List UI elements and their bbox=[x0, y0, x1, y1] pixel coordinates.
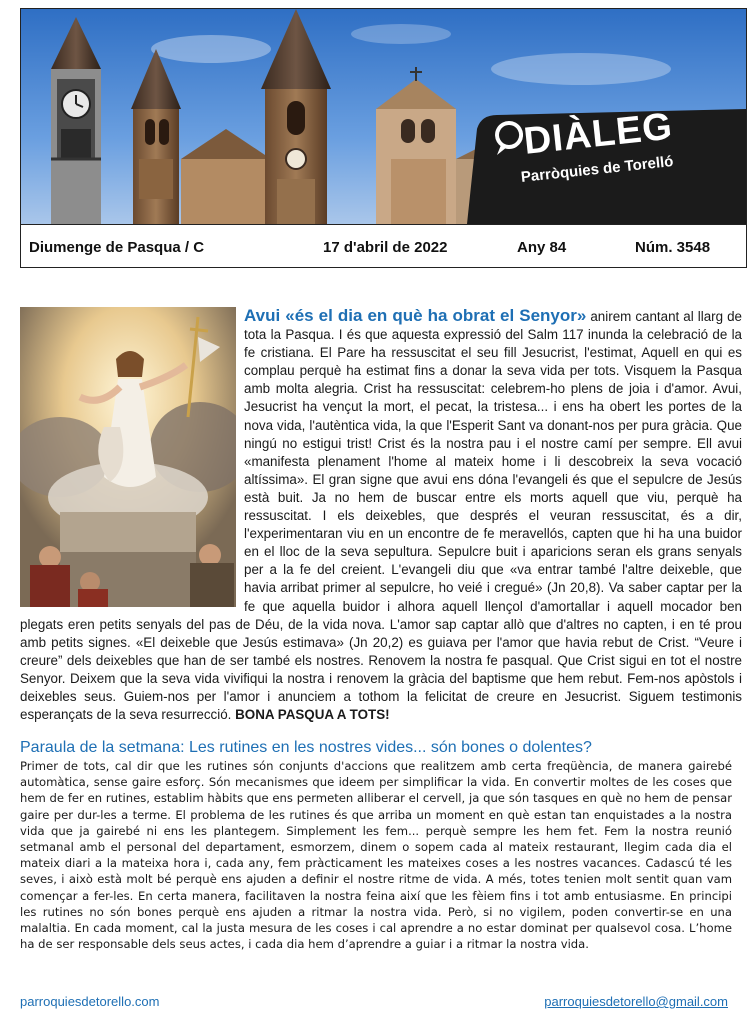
word-of-the-week bbox=[20, 738, 732, 952]
article-headline: Avui «és el dia en què ha obrat el Senyor» bbox=[244, 306, 587, 325]
header-banner-image bbox=[21, 9, 746, 224]
speech-bubble-icon bbox=[495, 119, 523, 159]
issue-date: 17 d'abril de 2022 bbox=[323, 239, 448, 256]
section-title: Paraula de la setmana: Les rutines en les nostres vides... són bones o dolentes? bbox=[20, 739, 592, 756]
footer bbox=[20, 994, 728, 1012]
main-article bbox=[20, 307, 742, 724]
liturgical-day: Diumenge de Pasqua / C bbox=[29, 239, 205, 256]
article-closing: BONA PASQUA A TOTS! bbox=[235, 707, 390, 723]
website-link[interactable]: parroquiesdetorello.com bbox=[20, 994, 160, 1009]
resurrection-painting bbox=[20, 307, 236, 607]
email-link[interactable]: parroquiesdetorello@gmail.com bbox=[544, 994, 728, 1009]
logo-title: DIÀLEG bbox=[521, 105, 675, 163]
issue-number: Núm. 3548 bbox=[635, 239, 711, 256]
article-body: anirem cantant al llarg de tota la Pasqua. I és que aquesta expressió del Salm 117 inunda la celebració de la fe cristiana. El Pare ha ressuscitat el seu fill Jesucrist, l'estimat, Aquell en qui es complau perquè ha estimat fins a donar la seva vida per tots. Visquem la Pasqua amb molta alegria. Crist ha ressuscitat: celebrem-ho plens de joia i d'amor. Avui, Jesucrist ha vençut la mort, el pecat, la tristesa... i ens ha obert les portes de la nova vida, l'autèntica vida, la que l'Esperit Sant va donant-nos per pura gràcia. Que ningú no estigui trist! Crist és la nostra pau i el nostre camí per sempre. Ell avui «manifesta plenament l'home al mateix home i li descobreix la seva vocació altíssima». El gran signe que avui ens dóna l'evangeli és que el sepulcre de Jesús està buit. Ja no hem de buscar entre els morts aquell que viu, perquè ha ressuscitat. I els deixebles, que després el veuran ressuscitat, és a dir, l'experimentaran viu en un encontre de fe meravellós, capten que hi ha una buidor en el lloc de la seva sepultura. Sepulcre buit i aparicions seran els grans senyals per a la fe del creient. L'evangeli diu que «va entrar també l'altre deixeble, que havia arribat primer al sepulcre, ho veié i cregué» (Jn 20,8). Va saber captar per la fe que aquella buidor i alhora aquell llençol d'amortallar i aquell mocador ben plegats eren petits senyals del pas de Déu, de la vida nova. L'amor sap captar allò que d'altres no capten, i en té prou amb petits signes. «El deixeble que Jesús estimava» (Jn 20,2) es guiava per l'amor que havia rebut de Crist. “Veure i creure” dels deixebles que han de ser també els nostres. Renovem la nostra fe pasqual. Que Crist sigui en tot el nostre Senyor. Deixem que la seva vida vivifiqui la nostra i renovem la gràcia del baptisme que hem rebut. Fem-nos apòstols i deixebles seus. Guiem-nos per l'amor i anunciem a tothom la felicitat de creure en Jesucrist. Siguem testimonis esperançats de la seva resurrecció. bbox=[20, 309, 742, 723]
section-body: Primer de tots, cal dir que les rutines són conjunts d'accions que realitzem amb certa freqüència, de manera gairebé automàtica, sense gaire esforç. Són mecanismes que ideem per simplificar la vida. En convertir moltes de les coses que hem de fer en rutines, establim hàbits que ens permeten alliberar el cervell, ja que són tasques en què no hem de pensar gaire per dur-les a terme. El problema de les rutines és que arriba un moment en què estan tan enquistades a la nostra vida que ja gairebé ni ens les plantegem. Simplement les fem... perquè sempre les hem fet. Fem la nostra reunió setmanal amb el personal del departament, esmorzem, dinem o sopem cada al mateix restaurant, llegim cada dia el mateix diari a la mateixa hora i, cada any, fem pràcticament les mateixes coses a les nostres vacances. Cadascú té les seves, i això està molt bé perquè ens ajuden a definir el nostre ritme de vida. A més, totes tenien molt sentit quan vam començar a fer-les. En certa manera, facilitaven la nostra feina així que les fèiem fins i tot amb entusiasme. En principi les rutines no són bones perquè ens ajuden a ritmar la nostra vida. Però, si no vigilem, poden convertir-se en una malaltia. En cada moment, cal la justa mesura de les coses i cal aprendre a no estar dominat per qualsevol cosa. L’home ha de ser responsable dels seus actes, i cada dia hem d’aprendre a guiar i a ritmar la nostra vida. bbox=[20, 759, 732, 952]
issue-info-bar bbox=[21, 224, 746, 268]
logo-subtitle: Parròquies de Torelló bbox=[520, 153, 675, 186]
issue-year: Any 84 bbox=[517, 239, 567, 256]
masthead bbox=[20, 8, 747, 268]
